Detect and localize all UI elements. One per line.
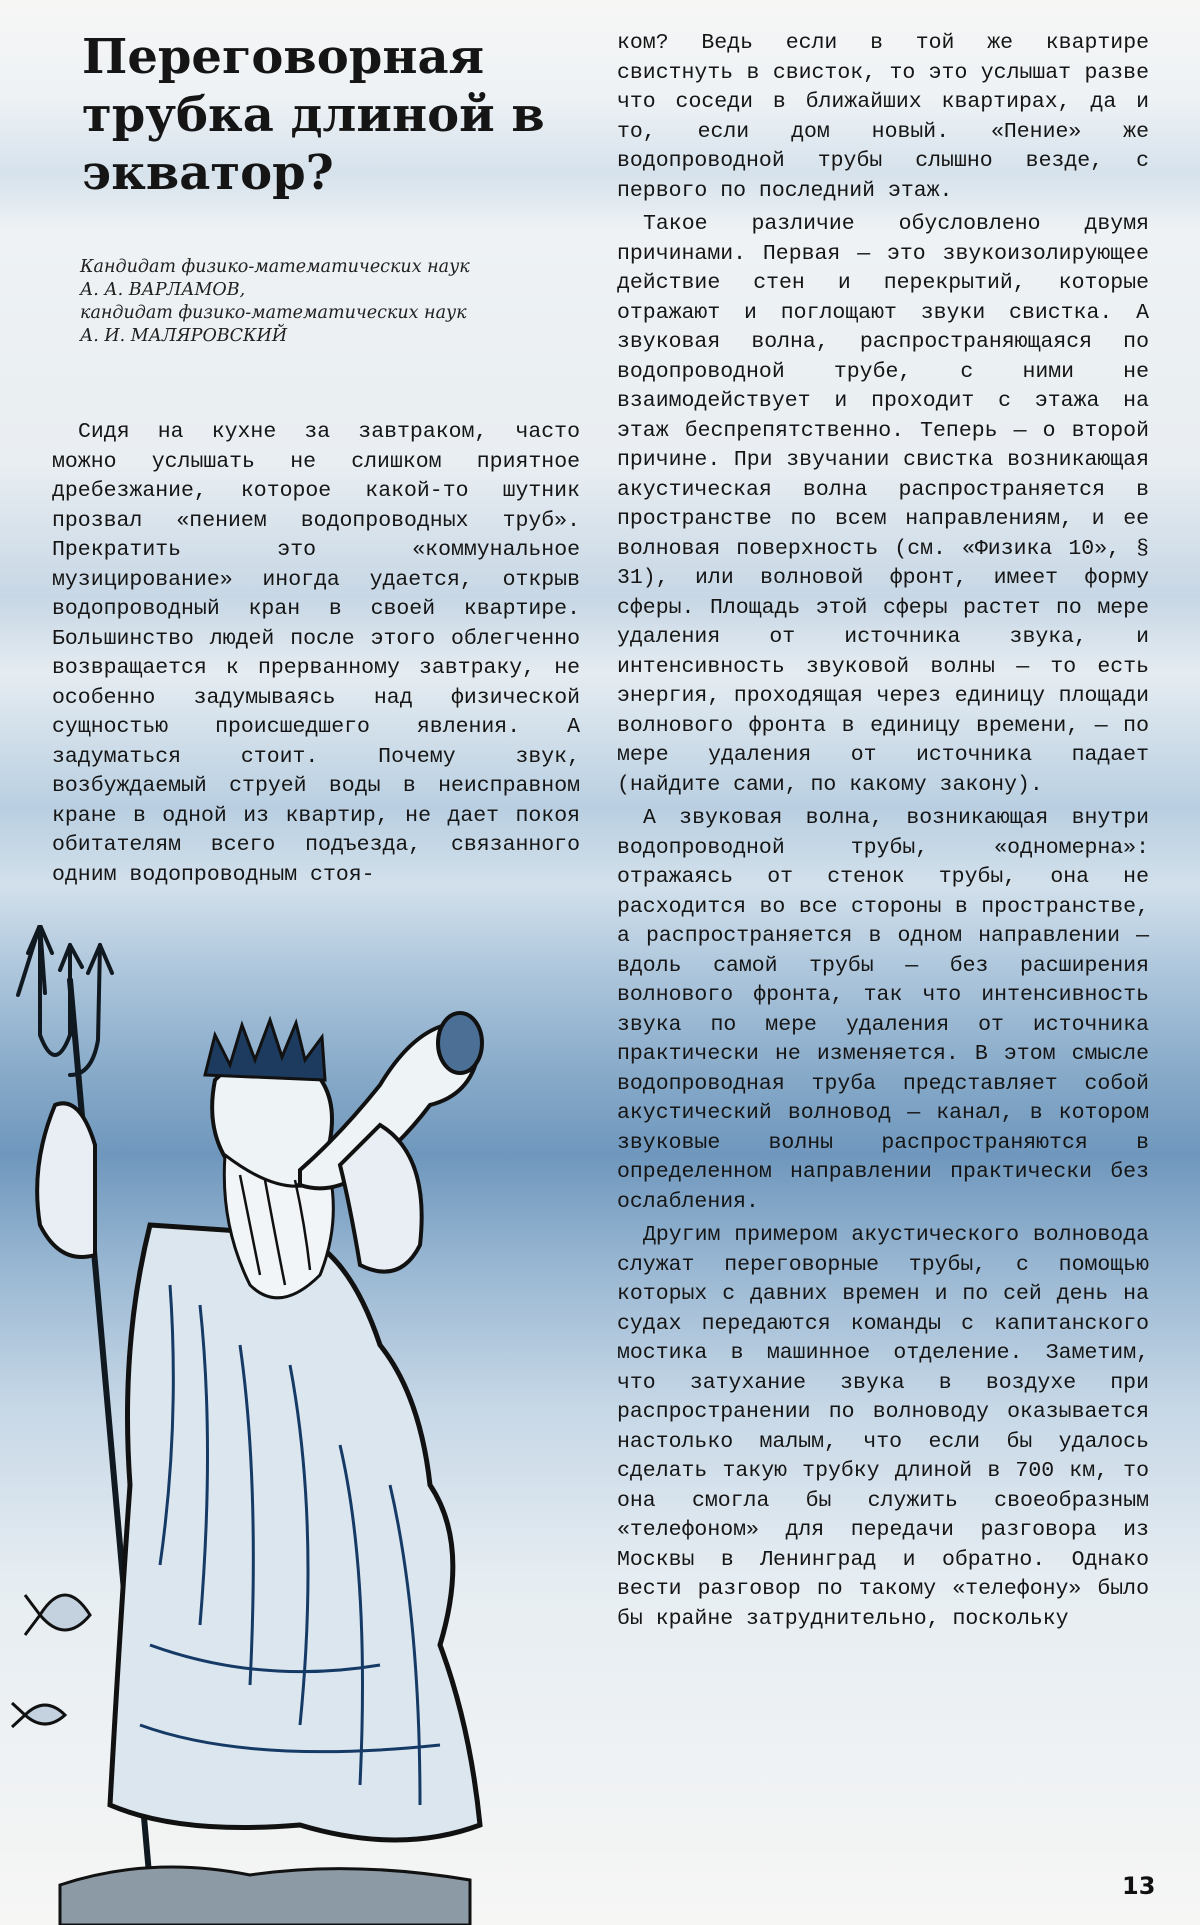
author-degree-2: кандидат физико-математических наук — [80, 303, 467, 323]
author-degree-1: Кандидат физико-математических наук — [80, 257, 470, 277]
author-byline — [80, 256, 550, 348]
author-name-1: А. А. ВАРЛАМОВ, — [80, 280, 246, 300]
left-text-column — [52, 418, 580, 890]
right-text-column — [617, 29, 1149, 1634]
paragraph: А звуковая волна, возникающая внутри водопроводной трубы, «одномерна»: отражаясь от стенок трубы, она не расходится во все стороны в пространстве, а распространяется в одном направлении — вдоль самой трубы — без расширения волнового фронта, так что интенсивность звука по мере удаления от источника практически не изменяется. В этом смысле водопроводная труба представляет собой акустический волновод — канал, в котором звуковые волны распространяются в определенном направлении практически без ослабления. — [617, 806, 1149, 1214]
paragraph: ком? Ведь если в той же квартире свистнуть в свисток, то это услышат разве что соседи в ближайших квартирах, да и то, если дом новый. «Пение» же водопроводной трубы слышно везде, с первого по последний этаж. — [617, 31, 1149, 203]
paragraph: Сидя на кухне за завтраком, часто можно услышать не слишком приятное дребезжание, которое какой-то шутник прозвал «пением водопроводных труб». Прекратить это «коммунальное музицирование» иногда удается, открыв водопроводный кран в своей квартире. Большинство людей после этого облегченно возвращается к прерванному завтраку, не особенно задумываясь над физической сущностью происшедшего явления. А задуматься стоит. Почему звук, возбуждаемый струей воды в неисправном кране в одной из квартир, не дает покоя обитателям всего подъезда, связанного одним водопроводным стоя- — [52, 420, 580, 887]
paragraph: Такое различие обусловлено двумя причинами. Первая — это звукоизолирующее действие стен и перекрытий, которые отражают и поглощают звуки свистка. А звуковая волна, распространяющаяся по водопроводной трубе, с ними не взаимодействует и проходит с этажа на этаж беспрепятственно. Теперь — о второй причине. При звучании свистка возникающая акустическая волна распространяется в пространстве по всем направлениям, и ее волновая поверхность (см. «Физика 10», § 31), или волновой фронт, имеет форму сферы. Площадь этой сферы растет по мере удаления от источника звука, и интенсивность звуковой волны — то есть энергия, проходящая через единицу площади волнового фронта в единицу времени, — по мере удаления от источника падает (найдите сами, по какому закону). — [617, 212, 1149, 797]
neptune-with-trident-and-horn-icon — [0, 925, 600, 1925]
author-name-2: А. И. МАЛЯРОВСКИЙ — [80, 326, 288, 346]
paragraph: Другим примером акустического волновода служат переговорные трубы, с помощью которых с давних времен и по сей день на судах передаются команды с капитанского мостика в машинное отделение. Заметим, что затухание звука в воздухе при распространении по волноводу оказывается настолько малым, что если бы удалось сделать такую трубку длиной в 700 км, то она смогла бы служить своеобразным «телефоном» для передачи разговора из Москвы в Ленинград и обратно. Однако вести разговор по такому «телефону» было бы крайне затруднительно, поскольку — [617, 1223, 1149, 1631]
article-title: Переговорная трубка длиной в экватор? — [82, 29, 545, 201]
page-number: 13 — [1122, 1872, 1156, 1900]
